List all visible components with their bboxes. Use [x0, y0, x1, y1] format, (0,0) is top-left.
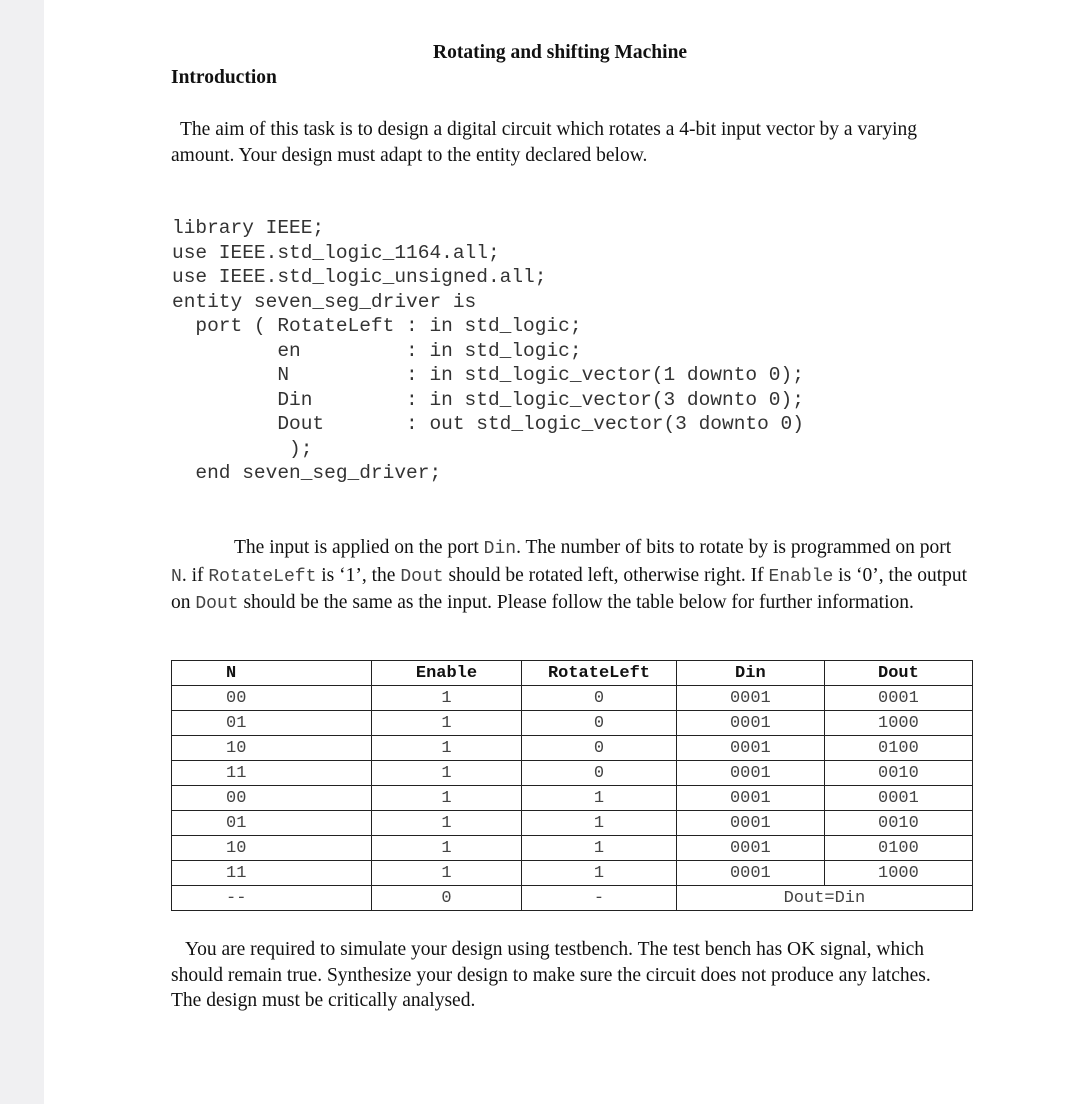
code-line: port ( RotateLeft : in std_logic;	[172, 315, 582, 337]
table-row	[172, 836, 973, 861]
header-dout: Dout	[824, 661, 972, 686]
table-cell: 0001	[676, 736, 824, 761]
table-cell: 11	[172, 761, 372, 786]
table-cell: 0	[522, 761, 677, 786]
table-cell: 0	[522, 711, 677, 736]
table-cell: 1	[371, 836, 521, 861]
table-cell: 1	[371, 686, 521, 711]
table-cell: 0001	[676, 761, 824, 786]
table-cell: 0001	[676, 811, 824, 836]
code-line: end seven_seg_driver;	[172, 462, 442, 484]
table-cell: 0010	[824, 761, 972, 786]
viewer-left-margin	[0, 0, 44, 1104]
header-rotateleft: RotateLeft	[522, 661, 677, 686]
table-cell: 0001	[676, 861, 824, 886]
table-cell: 1	[371, 786, 521, 811]
table-cell: 0001	[824, 786, 972, 811]
table-cell: 0100	[824, 836, 972, 861]
table-row	[172, 711, 973, 736]
table-header-row	[172, 661, 973, 686]
table-cell: 1	[371, 861, 521, 886]
table-cell: 10	[172, 736, 372, 761]
header-din: Din	[676, 661, 824, 686]
table-cell: 10	[172, 836, 372, 861]
table-cell: 1	[371, 711, 521, 736]
header-n: N	[172, 661, 372, 686]
table-cell: 1	[522, 786, 677, 811]
code-line: use IEEE.std_logic_unsigned.all;	[172, 266, 547, 288]
table-cell: 0100	[824, 736, 972, 761]
table-cell: 1000	[824, 861, 972, 886]
table-row	[172, 786, 973, 811]
table-row	[172, 811, 973, 836]
document-page	[44, 0, 1068, 1104]
code-line: N : in std_logic_vector(1 downto 0);	[172, 364, 804, 386]
vhdl-code-block	[172, 216, 804, 486]
table-cell: 0001	[676, 786, 824, 811]
code-line: en : in std_logic;	[172, 339, 582, 362]
table-cell: 0	[522, 736, 677, 761]
table-cell: 0001	[676, 686, 824, 711]
table-cell: 00	[172, 786, 372, 811]
table-cell: 0001	[676, 836, 824, 861]
table-row	[172, 761, 973, 786]
code-line: Din : in std_logic_vector(3 downto 0);	[172, 388, 804, 411]
closing-paragraph: You are required to simulate your design using testbench. The test bench has OK signal, which should remain true. Synthesize your design to make sure the circuit does not produce any latches. The design must be critically analysed.	[171, 939, 931, 1011]
table-cell: 1	[522, 861, 677, 886]
truth-table	[171, 660, 973, 911]
table-cell: 1	[522, 811, 677, 836]
code-line: entity seven_seg_driver is	[172, 290, 477, 313]
table-cell: --	[172, 886, 372, 911]
table-row-disabled	[172, 886, 973, 911]
code-line: );	[172, 437, 313, 460]
table-cell: 0	[371, 886, 521, 911]
section-heading: Introduction	[171, 67, 277, 88]
table-row	[172, 736, 973, 761]
table-cell: 1	[371, 811, 521, 836]
table-cell: 11	[172, 861, 372, 886]
table-cell-merged: Dout=Din	[676, 886, 972, 911]
table-cell: 0001	[824, 686, 972, 711]
table-cell: 0	[522, 686, 677, 711]
table-cell: 1	[371, 736, 521, 761]
table-cell: 01	[172, 811, 372, 836]
intro-paragraph: The aim of this task is to design a digital circuit which rotates a 4-bit input vector by a varying amount. Your design must adapt to the entity declared below.	[171, 119, 918, 166]
table-cell: -	[522, 886, 677, 911]
table-cell: 0010	[824, 811, 972, 836]
table-cell: 0001	[676, 711, 824, 736]
table-row	[172, 861, 973, 886]
table-cell: 1	[522, 836, 677, 861]
code-line: library IEEE;	[172, 217, 325, 239]
code-line: use IEEE.std_logic_1164.all;	[172, 241, 500, 264]
table-cell: 1	[371, 761, 521, 786]
document-title: Rotating and shifting Machine	[433, 42, 688, 63]
code-line: Dout : out std_logic_vector(3 downto 0)	[172, 413, 804, 435]
table-cell: 1000	[824, 711, 972, 736]
header-enable: Enable	[371, 661, 521, 686]
table-cell: 00	[172, 686, 372, 711]
description-paragraph: The input is applied on the port Din. The number of bits to rotate by is programmed on port N. if RotateLeft is ‘1’, the Dout should be rotated left, otherwise right. If Enable is ‘0’, the output on Dout should be the same as the input. Please follow the table below for further information.	[171, 537, 968, 614]
table-row	[172, 686, 973, 711]
table-cell: 01	[172, 711, 372, 736]
